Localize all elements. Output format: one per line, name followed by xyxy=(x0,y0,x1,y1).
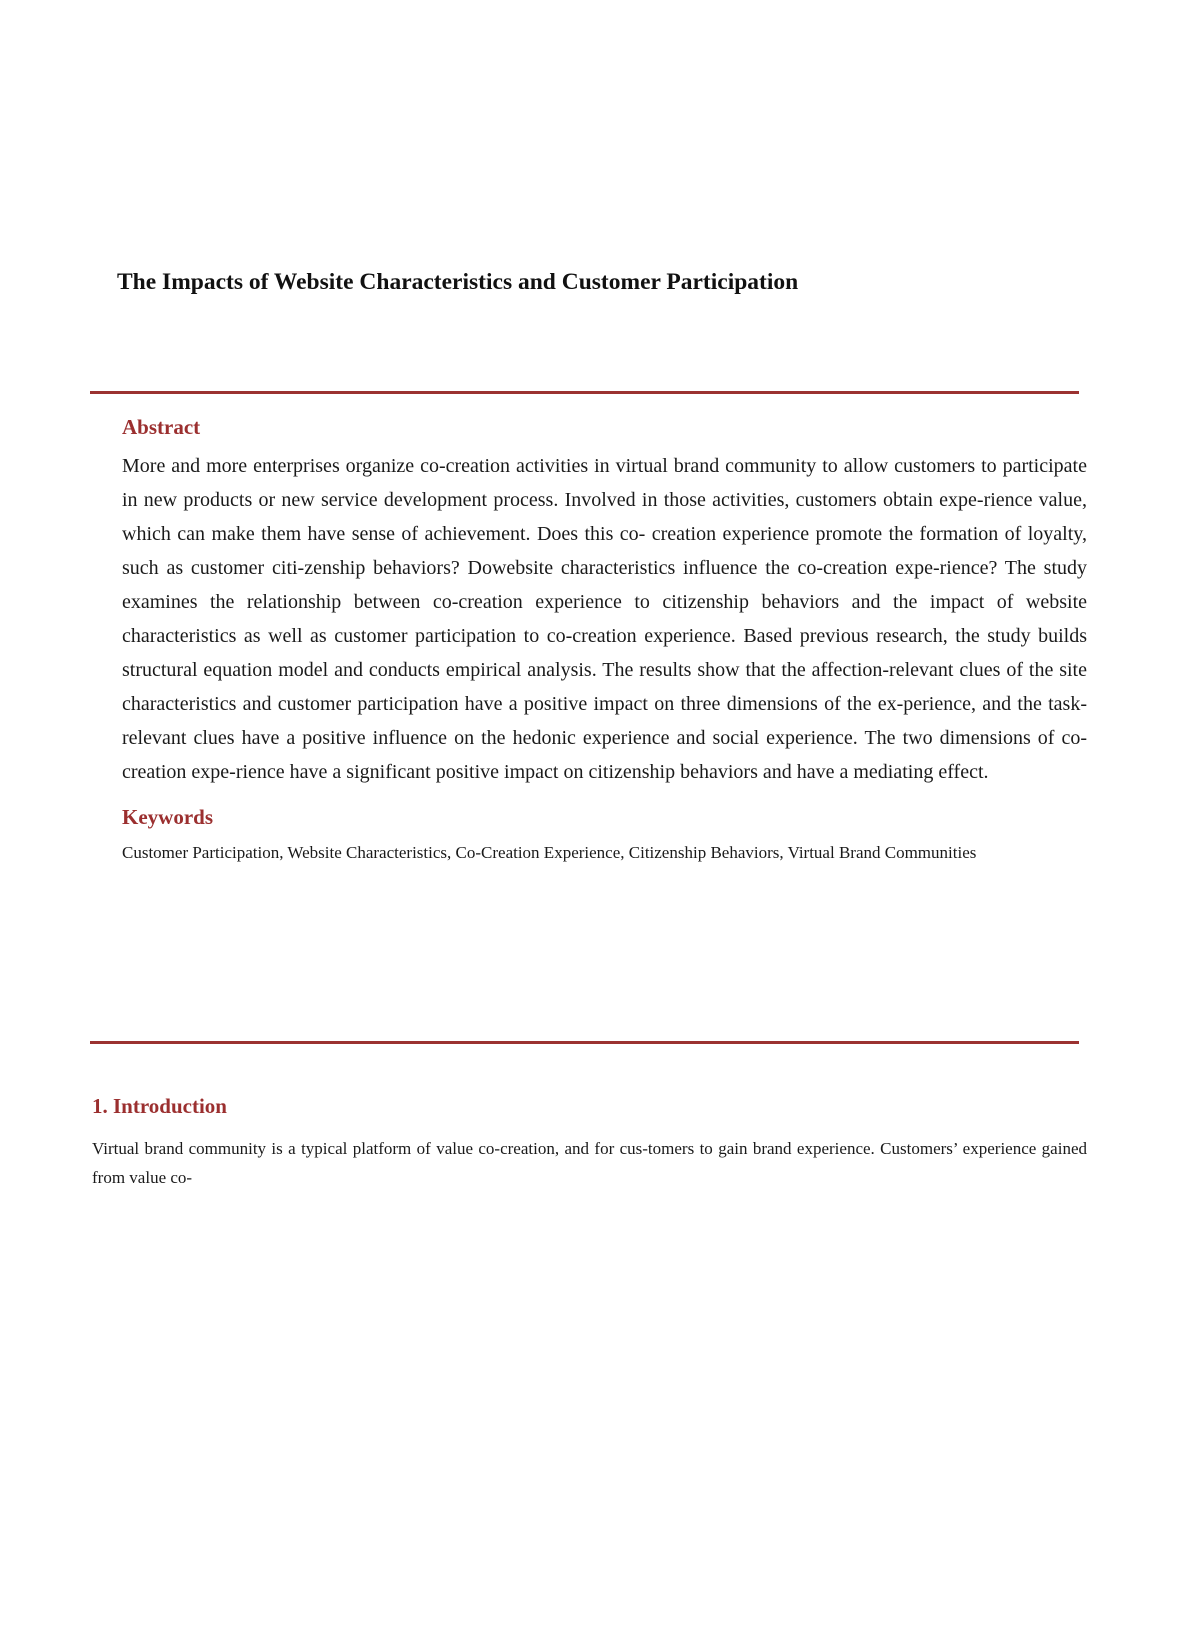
bottom-divider xyxy=(90,1041,1079,1044)
abstract-text: More and more enterprises organize co-creation activities in virtual brand community to allow customers to participate in new products or new service development process. Involved in those activities, customers obtain expe-rience value, which can make them have sense of achievement. Does this co- creation experience promote the formation of loyalty, such as customer citi-zenship behaviors? Dowebsite characteristics influence the co-creation expe-rience? The study examines the relationship between co-creation experience to citizenship behaviors and the impact of website characteristics as well as customer participation to co-creation experience. Based previous research, the study builds structural equation model and conducts empirical analysis. The results show that the affection-relevant clues of the site characteristics and customer participation have a positive impact on three dimensions of the ex-perience, and the task-relevant clues have a positive influence on the hedonic experience and social experience. The two dimensions of co-creation expe-rience have a significant positive impact on citizenship behaviors and have a mediating effect. xyxy=(122,455,1087,783)
top-divider xyxy=(90,391,1079,394)
keywords-heading: Keywords xyxy=(122,805,213,829)
paper-title: The Impacts of Website Characteristics and Customer Participation xyxy=(117,269,799,295)
introduction-heading: 1. Introduction xyxy=(92,1094,227,1118)
introduction-section xyxy=(92,1090,1087,1192)
abstract-section xyxy=(122,411,1087,866)
introduction-text: Virtual brand community is a typical platform of value co-creation, and for cus-tomers to gain brand experience. Customers’ experience gained from value co- xyxy=(92,1139,1087,1187)
abstract-heading: Abstract xyxy=(122,415,201,439)
keywords-text: Customer Participation, Website Characteristics, Co-Creation Experience, Citizenship Behaviors, Virtual Brand Communities xyxy=(122,843,977,862)
